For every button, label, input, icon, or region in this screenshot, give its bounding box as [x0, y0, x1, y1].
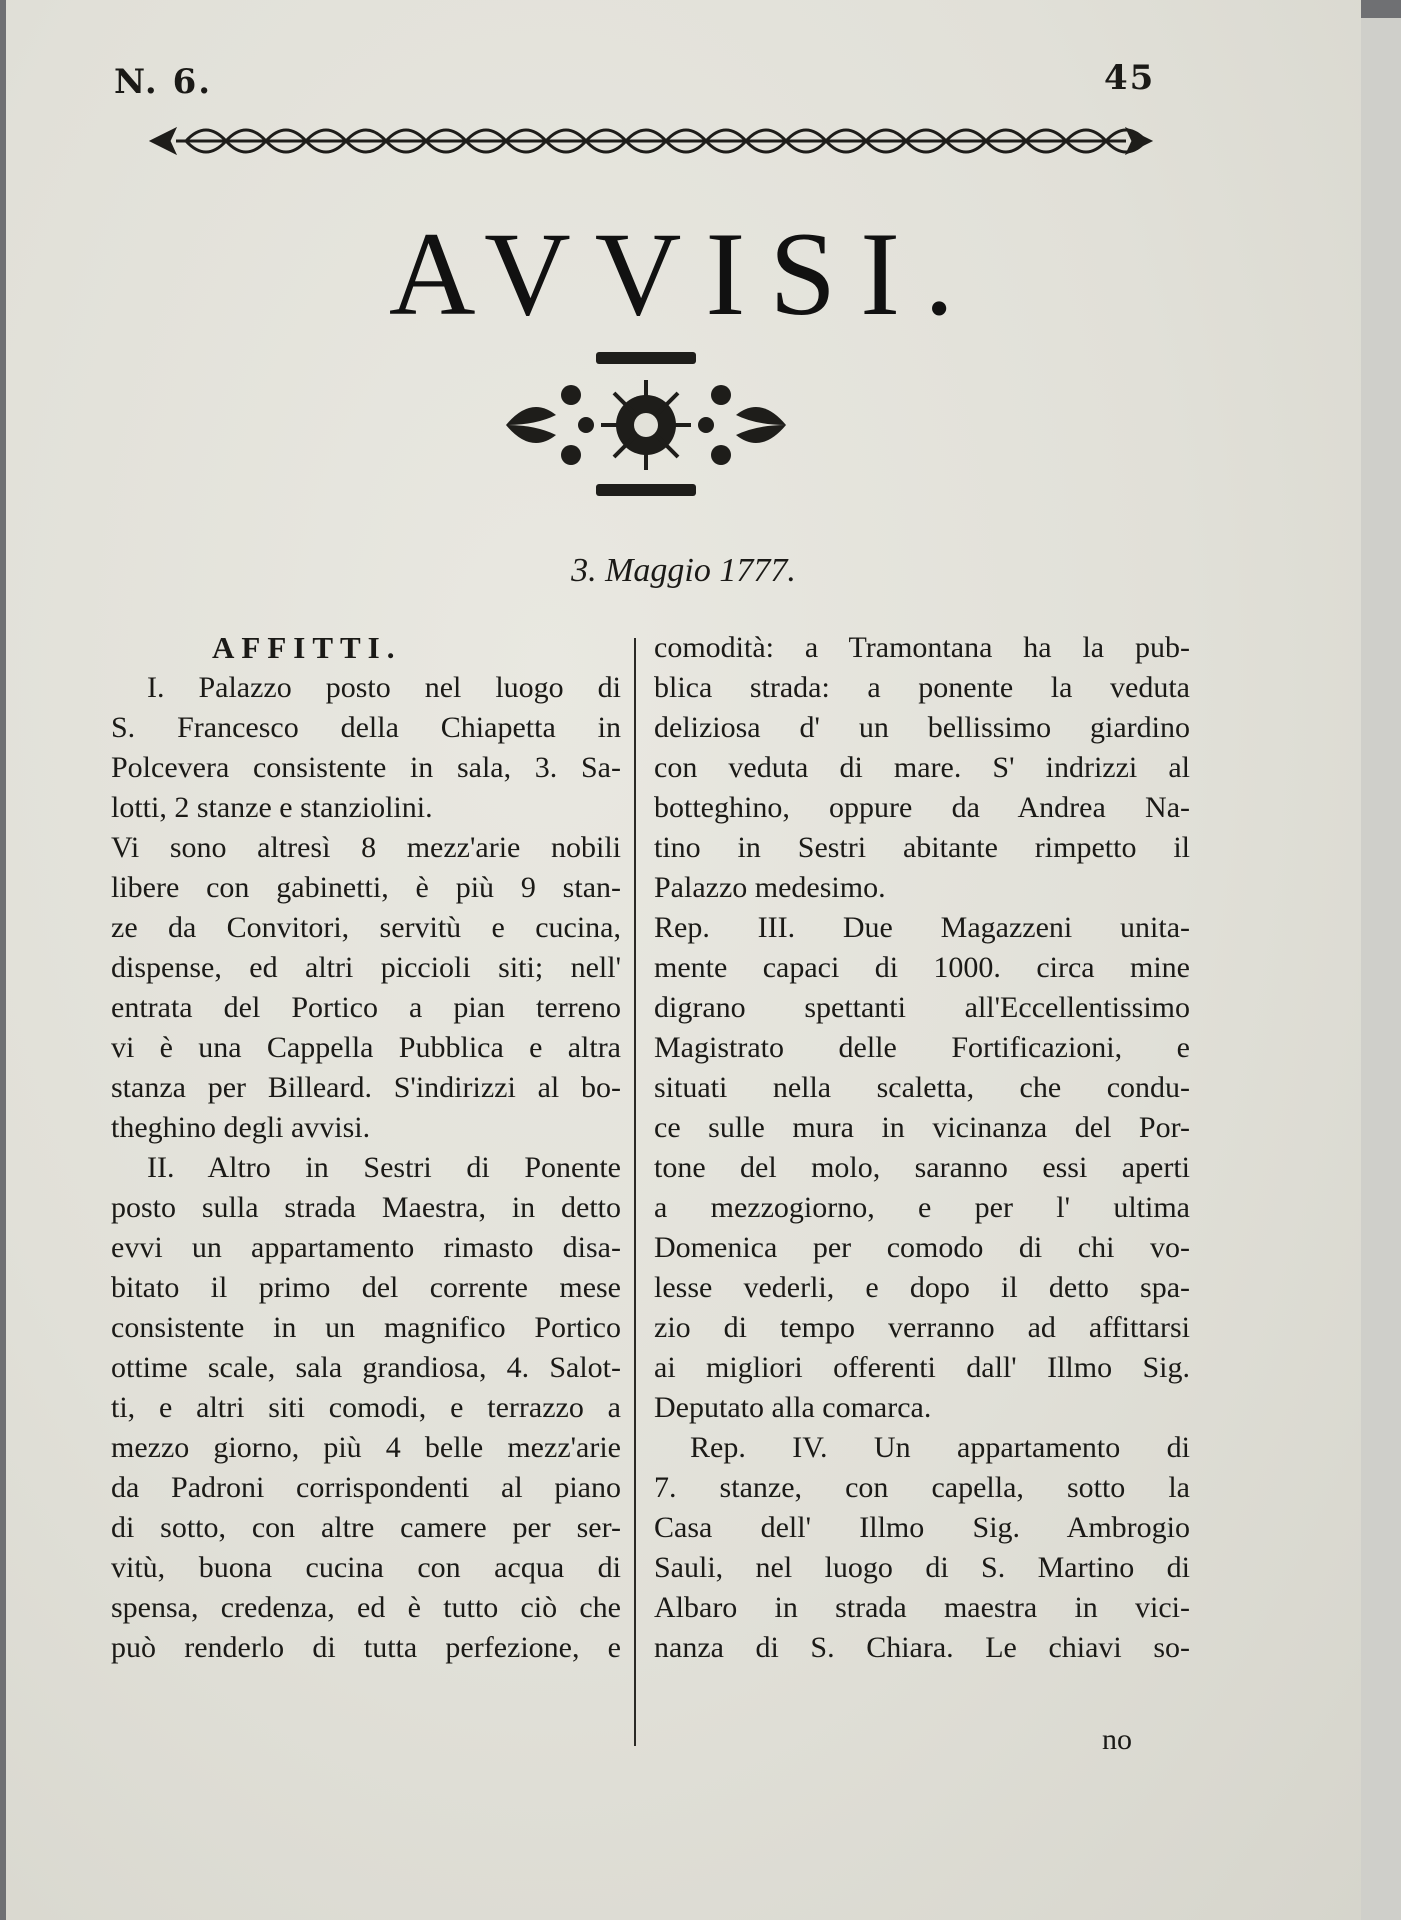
- text-line: ze da Convitori, servitù e cucina,: [111, 911, 621, 944]
- text-line: vitù, buona cucina con acqua di: [111, 1551, 621, 1584]
- text-line: a mezzogiorno, e per l' ultima: [654, 1191, 1190, 1224]
- issue-date: 3. Maggio 1777.: [571, 552, 796, 589]
- text-line: Polcevera consistente in sala, 3. Sa-: [111, 751, 621, 784]
- left-column: [111, 668, 621, 1668]
- text-line: vi è una Cappella Pubblica e altra: [111, 1031, 621, 1064]
- catchword: no: [1102, 1723, 1132, 1756]
- text-line: può renderlo di tutta perfezione, e: [111, 1631, 621, 1664]
- text-line: Rep. III. Due Magazzeni unita-: [654, 911, 1190, 944]
- text-line: consistente in un magnifico Portico: [111, 1311, 621, 1344]
- newspaper-page: [6, 0, 1361, 1920]
- top-border-vine-ornament: [146, 118, 1156, 164]
- issue-number: N. 6.: [114, 62, 213, 102]
- text-line: lesse vederli, e dopo il detto spa-: [654, 1271, 1190, 1304]
- text-line: Albaro in strada maestra in vici-: [654, 1591, 1190, 1624]
- text-line: Deputato alla comarca.: [654, 1391, 932, 1424]
- text-line: II. Altro in Sestri di Ponente: [147, 1151, 621, 1184]
- floral-vignette-ornament: [486, 350, 806, 500]
- text-line: dispense, ed altri piccioli siti; nell': [111, 951, 621, 984]
- text-line: theghino degli avvisi.: [111, 1111, 371, 1144]
- text-line: ce sulle mura in vicinanza del Por-: [654, 1111, 1190, 1144]
- section-heading: AFFITTI.: [212, 630, 402, 665]
- text-line: situati nella scaletta, che condu-: [654, 1071, 1190, 1104]
- text-line: I. Palazzo posto nel luogo di: [147, 671, 621, 704]
- text-line: di sotto, con altre camere per ser-: [111, 1511, 621, 1544]
- text-line: da Padroni corrispondenti al piano: [111, 1471, 621, 1504]
- text-line: tone del molo, saranno essi aperti: [654, 1151, 1190, 1184]
- text-line: Casa dell' Illmo Sig. Ambrogio: [654, 1511, 1190, 1544]
- text-line: nanza di S. Chiara. Le chiavi so-: [654, 1631, 1190, 1664]
- text-line: spensa, credenza, ed è tutto ciò che: [111, 1591, 621, 1624]
- text-line: evvi un appartamento rimasto disa-: [111, 1231, 621, 1264]
- text-line: ti, e altri siti comodi, e terrazzo a: [111, 1391, 621, 1424]
- text-line: comodità: a Tramontana ha la pub-: [654, 631, 1190, 664]
- text-line: ottime scale, sala grandiosa, 4. Salot-: [111, 1351, 621, 1384]
- text-line: Magistrato delle Fortificazioni, e: [654, 1031, 1190, 1064]
- masthead-title: AVVISI.: [388, 207, 979, 340]
- text-line: Rep. IV. Un appartamento di: [690, 1431, 1190, 1464]
- text-line: mezzo giorno, più 4 belle mezz'arie: [111, 1431, 621, 1464]
- text-line: con veduta di mare. S' indrizzi al: [654, 751, 1190, 784]
- text-line: Sauli, nel luogo di S. Martino di: [654, 1551, 1190, 1584]
- text-line: deliziosa d' un bellissimo giardino: [654, 711, 1190, 744]
- text-line: posto sulla strada Maestra, in detto: [111, 1191, 621, 1224]
- text-line: bitato il primo del corrente mese: [111, 1271, 621, 1304]
- text-line: mente capaci di 1000. circa mine: [654, 951, 1190, 984]
- text-line: digrano spettanti all'Eccellentissimo: [654, 991, 1190, 1024]
- text-line: tino in Sestri abitante rimpetto il: [654, 831, 1190, 864]
- text-line: libere con gabinetti, è più 9 stan-: [111, 871, 621, 904]
- text-line: Vi sono altresì 8 mezz'arie nobili: [111, 831, 621, 864]
- text-line: lotti, 2 stanze e stanziolini.: [111, 791, 433, 824]
- text-line: ai migliori offerenti dall' Illmo Sig.: [654, 1351, 1190, 1384]
- text-line: entrata del Portico a pian terreno: [111, 991, 621, 1024]
- text-line: botteghino, oppure da Andrea Na-: [654, 791, 1190, 824]
- text-line: Palazzo medesimo.: [654, 871, 886, 904]
- page-number: 45: [1104, 58, 1156, 98]
- text-line: S. Francesco della Chiapetta in: [111, 711, 621, 744]
- column-divider-rule: [634, 638, 636, 1746]
- text-line: Domenica per comodo di chi vo-: [654, 1231, 1190, 1264]
- text-line: blica strada: a ponente la veduta: [654, 671, 1190, 704]
- right-column: [654, 628, 1190, 1668]
- text-line: stanza per Billeard. S'indirizzi al bo-: [111, 1071, 621, 1104]
- text-line: 7. stanze, con capella, sotto la: [654, 1471, 1190, 1504]
- text-line: zio di tempo verranno ad affittarsi: [654, 1311, 1190, 1344]
